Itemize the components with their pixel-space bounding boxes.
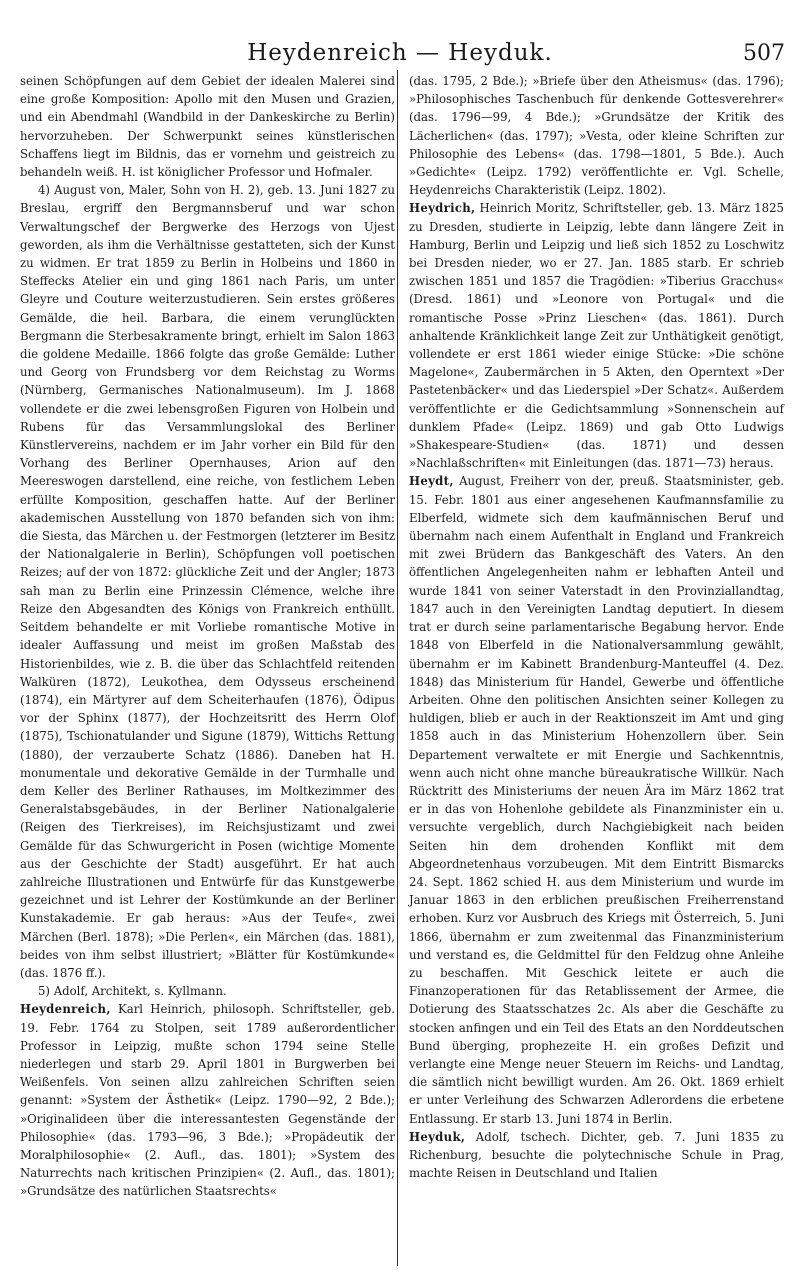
entry-continuation <box>409 72 784 199</box>
entry-heyduk <box>409 1128 784 1183</box>
entry-headword: Heydrich, <box>409 201 476 216</box>
entry-text: Adolf, tschech. Dichter, geb. 7. Juni 1835 zu Richenburg, besuchte die polytechnische Schule in Prag, machte Reisen in Deutschland und Italien <box>409 1129 784 1181</box>
entry-headword: Heydt, <box>409 474 454 489</box>
entry-heydenreich-karl <box>20 1000 395 1200</box>
entry-text: (das. 1795, 2 Bde.); »Briefe über den Atheismus« (das. 1796); »Philosophisches Taschenbuch für denkende Gottesverehrer« (das. 1796—99, 4 Bde.); »Grundsätze der Kritik des Lächerlichen« (das. 1797); »Vesta, oder kleine Schriften zur Philosophie des Lebens« (das. 1798—1801, 5 Bde.). Auch »Gedichte« (Leipz. 1792) veröffentlichte er. Vgl. Schelle, Heydenreichs Charakteristik (Leipz. 1802). <box>409 74 784 198</box>
entry-text: 4) August von, Maler, Sohn von H. 2), geb. 13. Juni 1827 zu Breslau, ergriff den Bergmannsberuf und war schon Verwaltungschef der Bergwerke des Herzogs von Ujest geworden, als ihm die Verhältnisse gestatteten, sich der Kunst zu widmen. Er trat 1859 zu Berlin in Holbeins und 1860 in Steffecks Atelier ein und ging 1861 nach Paris, um unter Gleyre und Couture weiterzustudieren. Sein erstes größeres Gemälde, die heil. Barbara, die einem verunglückten Bergmann die Sterbesakramente bringt, erhielt im Salon 1863 die goldene Medaille. 1866 folgte das große Gemälde: Luther und Georg von Frundsberg vor dem Reichstag zu Worms (Nürnberg, Germanisches Nationalmuseum). Im J. 1868 vollendete er die zwei lebensgroßen Figuren von Holbein und Rubens für das Versammlungslokal des Berliner Künstlervereins, nachdem er im Jahr vorher ein Bild für den Vorhang des Berliner Opernhauses, Arion auf den Meereswogen darstellend, eine reiche, von festlichem Leben erfüllte Komposition, geschaffen hatte. Auf der Berliner akademischen Ausstellung von 1870 befanden sich von ihm: die Siesta, das Märchen u. der Festmorgen (letzterer im Besitz der Nationalgalerie in Berlin), Schöpfungen voll poetischen Reizes; auf der von 1872: glückliche Zeit und der Angler; 1873 sah man zu Berlin eine Prinzessin Clémence, welche ihre Reize den Abgesandten des Königs von Frankreich enthüllt. Seitdem behandelte er mit Vorliebe romantische Motive in idealer Auffassung und meist im großen Maßstab des Historienbildes, wie z. B. die über das Schlachtfeld reitenden Walküren (1872), Leukothea, dem Odysseus erscheinend (1874), ein Märtyrer auf dem Scheiterhaufen (1876), Ödipus vor der Sphinx (1877), der Hochzeitsritt des Herrn Olof (1875), Tschionatulander und Sigune (1879), Wittichs Rettung (1880), der verzauberte Schatz (1886). Daneben hat H. monumentale und dekorative Gemälde in der Turmhalle und dem Keller des Berliner Rathauses, im Moltkezimmer des Generalstabsgebäudes, in der Berliner Nationalgalerie (Reigen des Tierkreises), im Reichsjustizamt und zwei Gemälde für das Schwurgericht in Posen (wichtige Momente aus der Geschichte der Stadt) ausgeführt. Er hat auch zahlreiche Illustrationen und Entwürfe für das Kunstgewerbe gezeichnet und ist Lehrer der Kostümkunde an der Berliner Kunstakademie. Er gab heraus: »Aus der Teufe«, zwei Märchen (Berl. 1878); »Die Perlen«, ein Märchen (das. 1881), beides von ihm selbst illustriert; »Blätter für Kostümkunde« (das. 1876 ff.). <box>20 183 395 980</box>
column-divider <box>397 70 398 1266</box>
entry-adolf <box>20 982 395 1000</box>
page-number: 507 <box>743 41 785 66</box>
left-column <box>20 72 395 1201</box>
entry-headword: Heydenreich, <box>20 1002 111 1017</box>
entry-text: Karl Heinrich, philosoph. Schriftsteller, geb. 19. Febr. 1764 zu Stolpen, seit 1789 außerordentlicher Professor in Leipzig, mußte schon 1794 seine Stelle niederlegen und starb 29. April 1801 in Burgwerben bei Weißenfels. Von seinen allzu zahlreichen Schriften seien genannt: »System der Ästhetik« (Leipz. 1790—92, 2 Bde.); »Originalideen über die interessantesten Gegenstände der Philosophie« (das. 1793—96, 3 Bde.); »Propädeutik der Moralphilosophie« (2. Aufl., das. 1801); »System des Naturrechts nach kritischen Prinzipien« (2. Aufl., das. 1801); »Grundsätze des natürlichen Staatsrechts« <box>20 1002 395 1199</box>
entry-heydrich <box>409 199 784 472</box>
entry-continuation <box>20 72 395 181</box>
entry-text: 5) Adolf, Architekt, s. Kyllmann. <box>38 984 227 999</box>
entry-august-von <box>20 181 395 982</box>
entry-text: August, Freiherr von der, preuß. Staatsminister, geb. 15. Febr. 1801 aus einer angesehenen Kaufmannsfamilie zu Elberfeld, widmete sich dem kaufmännischen Beruf und übernahm nach einem Aufenthalt in England und Frankreich mit zwei Brüdern das Bankgeschäft des Vaters. An den öffentlichen Angelegenheiten nahm er lebhaften Anteil und wurde 1841 von seiner Vaterstadt in den Provinziallandtag, 1847 auch in den Vereinigten Landtag deputiert. In diesem trat er durch seine parlamentarische Begabung hervor. Ende 1848 von Elberfeld in die Nationalversammlung gewählt, übernahm er im Kabinett Brandenburg-Manteuffel (4. Dez. 1848) das Ministerium für Handel, Gewerbe und öffentliche Arbeiten. Ohne den politischen Ansichten seiner Kollegen zu huldigen, blieb er auch in der Reaktionszeit im Amt und ging 1858 auch in das Ministerium Hohenzollern über. Sein Departement verwaltete er mit Energie und Sachkenntnis, wenn auch nicht ohne manche büreaukratische Willkür. Nach Rücktritt des Ministeriums der neuen Ära im März 1862 trat er in das von Hohenlohe gebildete als Finanzminister ein u. versuchte vergeblich, durch Nachgiebigkeit nach beiden Seiten hin dem drohenden Konflikt mit dem Abgeordnetenhaus vorzubeugen. Mit dem Eintritt Bismarcks 24. Sept. 1862 schied H. aus dem Ministerium und wurde im Januar 1863 in den erblichen preußischen Freiherrenstand erhoben. Kurz vor Ausbruch des Kriegs mit Österreich, 5. Juni 1866, übernahm er zum zweitenmal das Finanzministerium und verstand es, die Geldmittel für den Feldzug ohne Anleihe zu beschaffen. Mit Geschick leitete er auch die Finanzoperationen für das Retablissement der Armee, die Dotierung des Staatsschatzes 2c. Als aber die Geschäfte zu stocken anfingen und ein Teil des Etats an den Norddeutschen Bund überging, prophezeite H. ein großes Defizit und verlangte eine Menge neuer Steuern im Reichs- und Landtag, die sämtlich nicht bewilligt wurden. Am 26. Okt. 1869 erhielt er unter Verleihung des Schwarzen Adlerordens die erbetene Entlassung. Er starb 13. Juni 1874 in Berlin. <box>409 474 784 1126</box>
right-column <box>409 72 784 1182</box>
entry-headword: Heyduk, <box>409 1129 466 1144</box>
entry-heydt <box>409 472 784 1127</box>
running-head: Heydenreich — Heyduk. <box>247 40 553 66</box>
entry-text: Heinrich Moritz, Schriftsteller, geb. 13. März 1825 zu Dresden, studierte in Leipzig, lebte dann längere Zeit in Hamburg, Berlin und Leipzig und ließ sich 1852 zu Loschwitz bei Dresden nieder, wo er 27. Jan. 1885 starb. Er schrieb zwischen 1851 und 1857 die Tragödien: »Tiberius Gracchus« (Dresd. 1861) und »Leonore von Portugal« und die romantische Posse »Prinz Lieschen« (das. 1861). Durch anhaltende Kränklichkeit lange Zeit zur Unthätigkeit genötigt, vollendete er erst 1861 wieder einige Stücke: »Die schöne Magelone«, Zaubermärchen in 5 Akten, den Operntext »Der Pastetenbäcker« und das Liederspiel »Der Schatz«. Außerdem veröffentlichte er die Gedichtsammlung »Sonnenschein auf dunklem Pfade« (Leipz. 1869) und gab Otto Ludwigs »Shakespeare-Studien« (das. 1871) und dessen »Nachlaßschriften« mit Einleitungen (das. 1871—73) heraus. <box>409 201 784 471</box>
entry-text: seinen Schöpfungen auf dem Gebiet der idealen Malerei sind eine große Komposition: Apollo mit den Musen und Grazien, und ein Abendmahl (Wandbild in der Dankeskirche zu Berlin) hervorzuheben. Der Schwerpunkt seines künstlerischen Schaffens liegt im Bildnis, das er vornehm und geistreich zu behandeln weiß. H. ist königlicher Professor und Hofmaler. <box>20 74 395 180</box>
page-header <box>0 0 800 68</box>
